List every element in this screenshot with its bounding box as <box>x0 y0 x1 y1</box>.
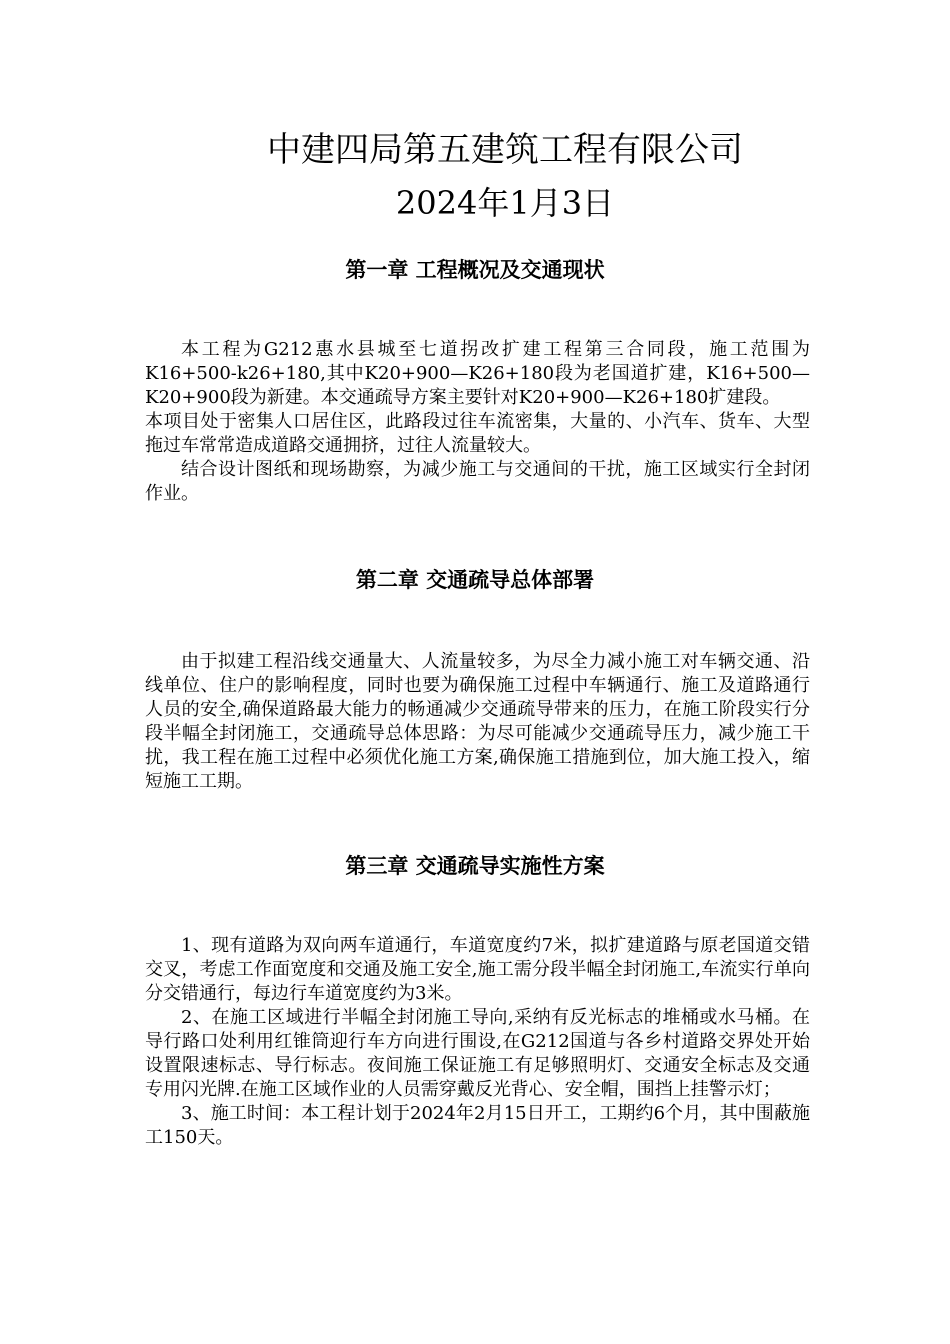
chapter-1-body <box>145 338 810 506</box>
chapter-3-body <box>145 934 810 1150</box>
chapter-2-body <box>145 650 810 794</box>
paragraph: 本项目处于密集人口居住区，此路段过往车流密集，大量的、小汽车、货车、大型拖过车常常造成道路交通拥挤，过往人流量较大。 <box>145 411 810 456</box>
paragraph: 由于拟建工程沿线交通量大、人流量较多，为尽全力减小施工对车辆交通、沿线单位、住户的影响程度，同时也要为确保施工过程中车辆通行、施工及道路通行人员的安全,确保道路最大能力的畅通减少交通疏导带来的压力，在施工阶段实行分段半幅全封闭施工，交通疏导总体思路：为尽可能减少交通疏导压力，减少施工干扰，我工程在施工过程中必须优化施工方案,确保施工措施到位，加大施工投入，缩短施工工期。 <box>145 651 810 792</box>
document-date: 2024年1月3日 <box>395 184 615 222</box>
paragraph: 1、现有道路为双向两车道通行，车道宽度约7米，拟扩建道路与原老国道交错交叉，考虑工作面宽度和交通及施工安全,施工需分段半幅全封闭施工,车流实行单向分交错通行，每边行车道宽度约为3米。 <box>145 935 810 1004</box>
paragraph: 3、施工时间：本工程计划于2024年2月15日开工，工期约6个月，其中围蔽施工150天。 <box>145 1103 810 1148</box>
paragraph: 结合设计图纸和现场勘察，为减少施工与交通间的干扰，施工区域实行全封闭作业。 <box>145 459 810 504</box>
paragraph: 2、在施工区域进行半幅全封闭施工导向,采纳有反光标志的堆桶或水马桶。在导行路口处利用红锥筒迎行车方向进行围设,在G212国道与各乡村道路交界处开始设置限速标志、导行标志。夜间施工保证施工有足够照明灯、交通安全标志及交通专用闪光牌.在施工区域作业的人员需穿戴反光背心、安全帽，围挡上挂警示灯； <box>145 1007 810 1100</box>
chapter-1-title: 第一章 工程概况及交通现状 <box>345 258 605 282</box>
chapter-3-title: 第三章 交通疏导实施性方案 <box>345 854 605 878</box>
company-name: 中建四局第五建筑工程有限公司 <box>267 130 743 170</box>
chapter-2-title: 第二章 交通疏导总体部署 <box>355 568 595 592</box>
paragraph: 本工程为G212惠水县城至七道拐改扩建工程第三合同段，施工范围为K16+500-k26+180,其中K20+900—K26+180段为老国道扩建，K16+500—K20+900段为新建。本交通疏导方案主要针对K20+900—K26+180扩建段。 <box>145 339 810 408</box>
